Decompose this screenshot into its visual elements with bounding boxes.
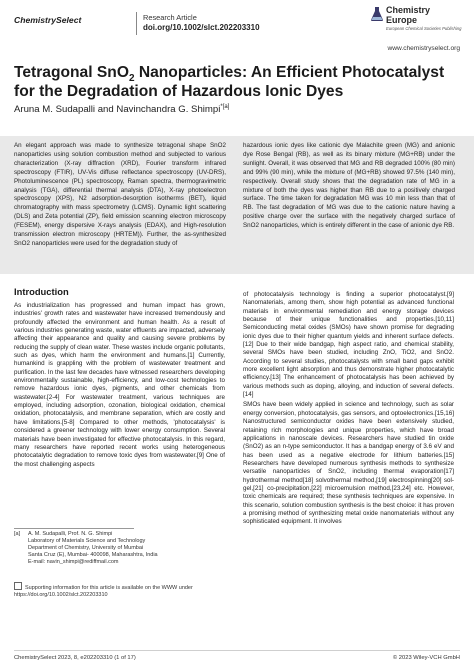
footer-divider	[14, 650, 460, 651]
author-names: Aruna M. Sudapalli and Navinchandra G. Shimpi	[14, 104, 221, 115]
title-line-2: for the Degradation of Hazardous Ionic Dyes	[14, 82, 344, 100]
affiliation-footnote	[14, 531, 225, 566]
abstract-right-column: hazardous ionic dyes like cationic dye Malachite green (MG) and anionic dye Rose Bengal (RB), as well as its binary mixture (MG+RB) under the sunlight. Overall, it was observed that MG and RB degraded 100% (80 min) and 99% (90 min), while the mixture of (MG+RB) showed 97.5% (140 min), respectively. Overall study shows that the degradation rate of MG in a mixture of both the dyes was higher than RB due to a positively charged surface. The time taken for degradation MG was 10 min less than that of RB. The fast degradation of MG was due to the cationic nature having a positive charge over the surface with the negatively charged surface of SnO2 nanoparticles, which is entirely different in the case of anionic dye RB.	[243, 142, 455, 230]
article-title	[14, 64, 464, 101]
journal-name: ChemistrySelect	[14, 15, 82, 25]
footer-citation: ChemistrySelect 2023, 8, e202203310 (1 of 17)	[14, 655, 136, 661]
footnote-line: Department of Chemistry, University of Mumbai	[28, 545, 144, 552]
intro-paragraph: As industrialization has progressed and human impact has grown, industries' growth rates and wastewater have increased tremendously and profoundly affected the environment and human health. As a result of various industries generating waste, water effluents are impacted, adversely affecting their appearance and quality and causing severe problems by reducing the supply of clean water. These wastes include organic pollutants, such as dyes, which harm the environment and humans.[1] Currently, humankind is grappling with the problem of wastewater treatment and purification. In the last few decades have witnessed researchers developing environmentally sustainable, high-efficiency, and low-cost technologies to remove hazardous ionic dyes, pigments, and other chemicals from wastewater.[2-4] For wastewater treatment, various techniques are employed, including adsorption, ozonation, biological oxidation, chemical oxidation, photocatalysis, and membrane separation, which are costly and have limitations.[5-8] Compared to other methods, 'photocatalysis' is considered a greener technology with lower energy consumption. Several materials have been investigated for effective photocatalysis. In this regard, many researchers have reported recent works using heterogeneous photocatalytic degradation to remove toxic dyes from wastewater.[9] One of the most challenging aspects	[14, 302, 225, 468]
author-list	[14, 104, 229, 115]
footnote-divider	[14, 528, 134, 529]
supporting-info-note	[14, 582, 225, 599]
intro-right-column	[243, 291, 454, 527]
footnote-line: Santa Cruz (E), Mumbai- 400098, Maharashtra, India	[28, 552, 158, 559]
logo-text-chemistry: Chemistry	[386, 5, 431, 15]
flask-icon	[370, 6, 384, 22]
header-divider	[136, 12, 137, 35]
footnote-line: Laboratory of Materials Science and Technology	[28, 538, 146, 545]
title-part-1: Tetragonal SnO	[14, 64, 129, 81]
title-part-2: Nanoparticles: An Efficient Photocatalyst	[134, 64, 445, 81]
footnote-label: [a]	[14, 531, 21, 537]
author-affiliation-mark: *[a]	[220, 103, 230, 110]
supporting-info-icon	[14, 582, 22, 590]
footer-copyright: © 2023 Wiley-VCH GmbH	[392, 655, 460, 661]
intro-left-column	[14, 302, 225, 469]
logo-text-europe: Europe	[386, 15, 418, 25]
footnote-authors: A. M. Sudapalli, Prof. N. G. Shimpi	[28, 531, 113, 537]
title-subscript: 2	[128, 73, 135, 85]
chemistry-europe-logo	[370, 5, 470, 39]
footnote-email[interactable]: E-mail: navin_shimpi@rediffmail.com	[28, 559, 119, 566]
abstract-left-column: An elegant approach was made to synthesize tetragonal shape SnO2 nanoparticles using solution combustion method and subjected to various characterization (X-ray diffraction (XRD), Fourier transform infrared spectroscopy (FTIR), UV-Vis diffuse reflectance spectroscopy (UV-DRS), Photoluminescence (PL) spectroscopy, Raman spectra, thermogravimetric analysis (TGA), differential thermal analysis (DTA), X-ray photoelectron spectroscopy (XPS), N2 adsorption-desorption isotherms (BET), liquid chromatography with mass spectrometry (LCMS). Dynamic light scattering (DLS) and Zeta potential (ZP), field emission scanning electron microscopy (FESEM), energy dispersive X-rays analysis (EDAX), and High-resolution transmission electron microscopy (HRTEM)). Further, the as-synthesized SnO2 nanoparticles were used for the degradation study of	[14, 142, 226, 247]
section-heading-introduction: Introduction	[14, 286, 69, 297]
journal-website[interactable]: www.chemistryselect.org	[387, 45, 460, 52]
logo-tagline: European Chemical Societies Publishing	[386, 26, 462, 31]
article-type: Research Article	[143, 13, 197, 22]
supporting-info-text[interactable]: Supporting information for this article is available on the WWW under https://doi.org/10.1002/slct.202203310	[14, 585, 193, 599]
doi-link[interactable]: doi.org/10.1002/slct.202203310	[143, 23, 260, 32]
abstract-box	[0, 136, 474, 274]
intro-paragraph: of photocatalysis technology is finding a superior photocatalyst.[9] Nanomaterials, among them, show high potential as advanced functional materials in environmental remediation and energy storage devices because of their unique functionalities and properties.[10,11] Semiconducting metal oxides (SMOs) have shown promise for degrading ionic dyes due to their higher quantum yields and inherent surface defects.[12] Due to their wide bandgap, high aspect ratio, and chemical stability, several SMOs have been studied, including ZnO, TiO2, and SnO2. According to several studies, photocatalysts with small band gaps exhibit more excellent light absorption and thus demonstrate higher photocatalytic efficiency.[13] The enhancement of photocatalysis has been achieved by various methods such as doping, alloying, and induction of several defects.[14]	[243, 291, 454, 399]
intro-paragraph: SMOs have been widely applied in science and technology, such as solar energy conversion, photocatalysis, gas sensors, and optoelectronics.[15,16] Nanostructured semiconductor oxides have been extensively studied, retaining rich morphologies and unique properties, which have broad applications in nanoscale devices. Researchers have studied tin oxide (SnO2) as an n-type semiconductor. It has a bandgap energy of 3.6 eV and has been used as a negative electrode for lithium batteries.[15] Researchers have developed numerous synthesis methods to synthesize versatile nanoparticles of SnO2, including thermal evaporation[17] hydrothermal method[18] solvothermal method,[19] electrospinning[20] sol-gel,[21] co-precipitation,[22] microemulsion method,[23,24] etc. However, toxic chemicals are required; these synthesis techniques are expensive. In this scenario, solution combustion synthesis is the best choice: it has proven a promising method of synthesizing metal oxide nanomaterials without any sophisticated equipment. It involves	[243, 401, 454, 526]
